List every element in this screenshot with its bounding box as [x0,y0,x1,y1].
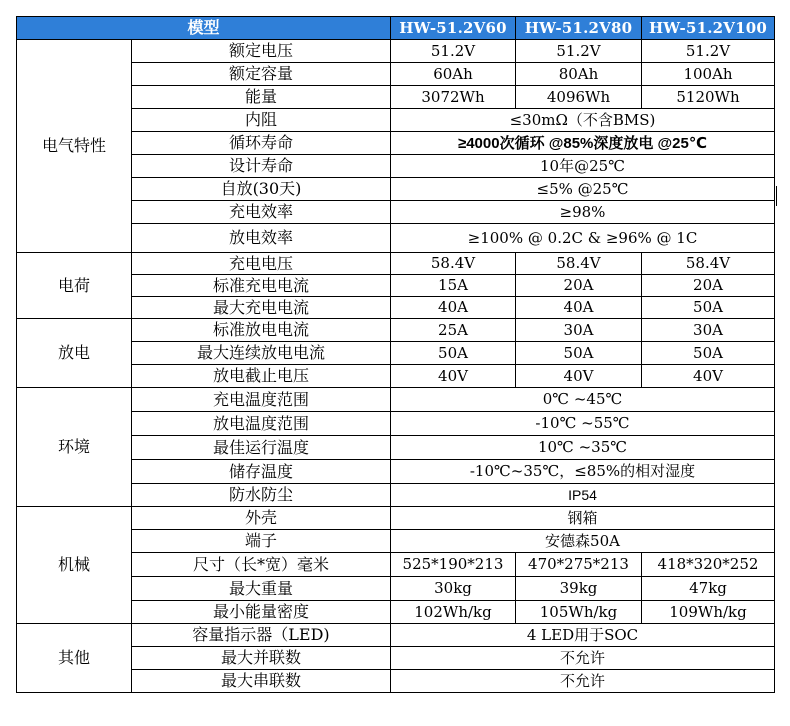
value-cell: 40V [516,365,642,388]
value-cell: 100Ah [642,63,775,86]
model-header-2: HW-51.2V80 [516,17,642,40]
param-label: 充电电压 [132,253,391,275]
value-cell: 20A [642,275,775,297]
value-cell: ≤30mΩ（不含BMS) [391,109,775,132]
value-cell: 80Ah [516,63,642,86]
param-label: 内阻 [132,109,391,132]
value-cell: 60Ah [391,63,516,86]
value-cell: 4 LED用于SOC [391,624,775,647]
param-label: 储存温度 [132,460,391,484]
model-header: 模型 [17,17,391,40]
value-cell: 50A [516,342,642,365]
value-cell: 不允许 [391,647,775,670]
table-row [17,40,775,63]
value-cell: 钢箱 [391,507,775,530]
param-label: 能量 [132,86,391,109]
header-row [17,17,775,40]
value-cell: 4096Wh [516,86,642,109]
value-cell: 51.2V [642,40,775,63]
param-label: 充电效率 [132,201,391,224]
value-cell: 30A [642,319,775,342]
param-label: 最佳运行温度 [132,436,391,460]
spec-table [16,16,775,693]
value-cell: 30A [516,319,642,342]
param-label: 容量指示器（LED) [132,624,391,647]
value-cell: 40V [642,365,775,388]
table-row [17,253,775,275]
value-cell: 40A [516,297,642,319]
value-cell: 5120Wh [642,86,775,109]
value-cell: 525*190*213 [391,553,516,577]
param-label: 标准充电电流 [132,275,391,297]
param-label: 循环寿命 [132,132,391,155]
value-cell: 15A [391,275,516,297]
param-label: 额定容量 [132,63,391,86]
param-label: 自放(30天) [132,178,391,201]
value-cell: ≥98% [391,201,775,224]
param-label: 最大重量 [132,577,391,601]
value-cell: 50A [642,297,775,319]
value-cell: 3072Wh [391,86,516,109]
value-cell: 10℃ ~35℃ [391,436,775,460]
value-cell: 51.2V [516,40,642,63]
table-row [17,388,775,412]
table-row [17,319,775,342]
value-cell: 102Wh/kg [391,601,516,624]
value-cell: 40A [391,297,516,319]
param-label: 放电截止电压 [132,365,391,388]
param-label: 最大串联数 [132,670,391,693]
param-label: 标准放电电流 [132,319,391,342]
value-cell: ≥100% @ 0.2C & ≥96% @ 1C [391,224,775,253]
model-header-3: HW-51.2V100 [642,17,775,40]
param-label: 端子 [132,530,391,553]
value-cell: 58.4V [516,253,642,275]
value-cell: 50A [391,342,516,365]
param-label: 最大连续放电电流 [132,342,391,365]
group-electrical: 电气特性 [17,40,132,253]
value-cell: 470*275*213 [516,553,642,577]
param-label: 充电温度范围 [132,388,391,412]
param-label: 外壳 [132,507,391,530]
group-mechanical: 机械 [17,507,132,624]
value-cell: IP54 [391,484,775,507]
model-header-1: HW-51.2V60 [391,17,516,40]
value-cell: 51.2V [391,40,516,63]
value-cell: 418*320*252 [642,553,775,577]
value-cell: 58.4V [391,253,516,275]
param-label: 放电温度范围 [132,412,391,436]
value-cell: 30kg [391,577,516,601]
value-cell: 50A [642,342,775,365]
value-cell: 20A [516,275,642,297]
value-cell: 不允许 [391,670,775,693]
table-row [17,507,775,530]
value-cell: 10年@25℃ [391,155,775,178]
value-cell: -10℃~35℃，≤85%的相对湿度 [391,460,775,484]
value-cell: ≤5% @25℃ [391,178,775,201]
param-label: 设计寿命 [132,155,391,178]
value-cell: 39kg [516,577,642,601]
value-cell: 安德森50A [391,530,775,553]
value-cell: 0℃ ~45℃ [391,388,775,412]
param-label: 放电效率 [132,224,391,253]
spec-sheet [16,16,775,693]
table-row [17,624,775,647]
param-label: 最大充电电流 [132,297,391,319]
value-cell: ≥4000次循环 @85%深度放电 @25℃ [391,132,775,155]
text-cursor-mark [776,186,777,206]
value-cell: 25A [391,319,516,342]
group-environment: 环境 [17,388,132,507]
value-cell: 109Wh/kg [642,601,775,624]
param-label: 额定电压 [132,40,391,63]
group-charge: 电荷 [17,253,132,319]
value-cell: 58.4V [642,253,775,275]
value-cell: 105Wh/kg [516,601,642,624]
group-other: 其他 [17,624,132,693]
param-label: 最大并联数 [132,647,391,670]
value-cell: -10℃ ~55℃ [391,412,775,436]
param-label: 最小能量密度 [132,601,391,624]
value-cell: 40V [391,365,516,388]
value-cell: 47kg [642,577,775,601]
group-discharge: 放电 [17,319,132,388]
param-label: 防水防尘 [132,484,391,507]
param-label: 尺寸（长*宽）毫米 [132,553,391,577]
